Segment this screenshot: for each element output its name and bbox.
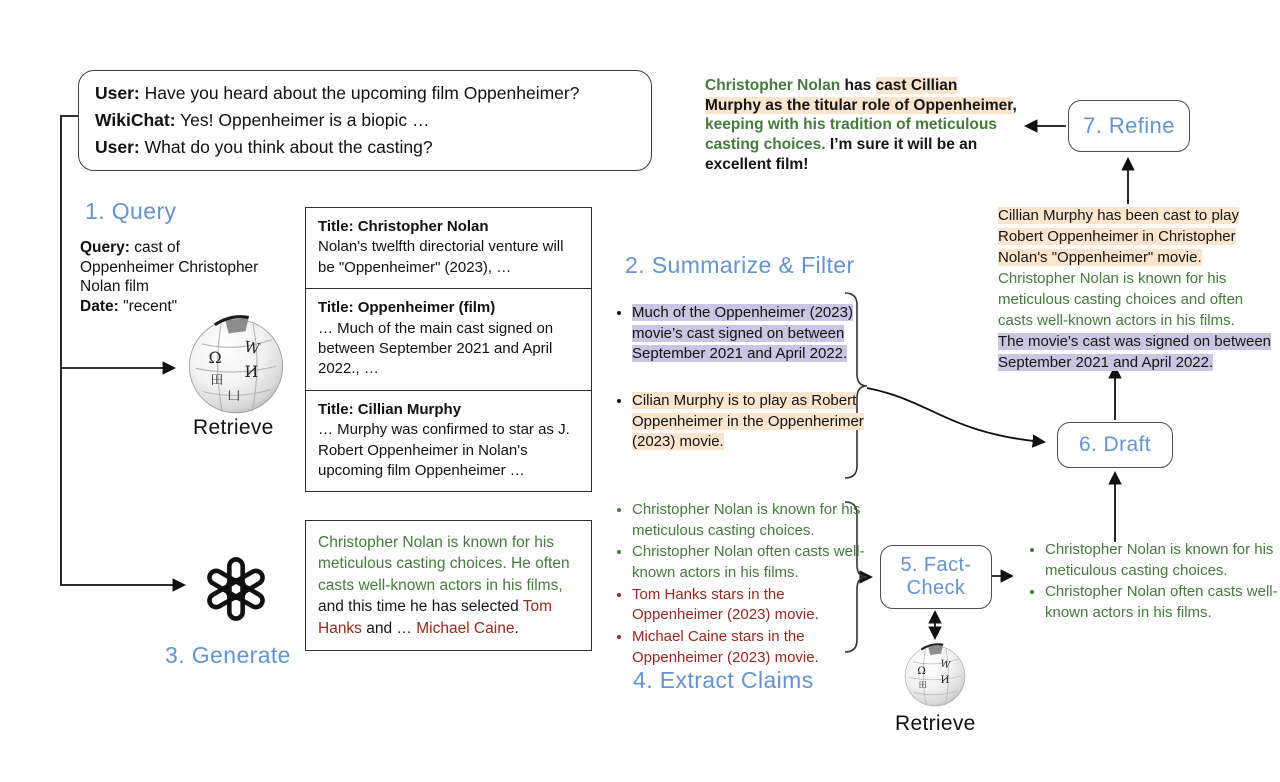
document-body: … Murphy was confirmed to star as J. Robert Oppenheimer in Nolan's upcoming film Oppenheimer … — [318, 421, 570, 479]
verified-claim-item: • Christopher Nolan often casts well-known actors in his films. — [1045, 582, 1280, 623]
document-card — [306, 391, 591, 492]
refined-response: Christopher Nolan has cast Cillian Murphy as the titular role of Oppenheimer, keeping with his tradition of meticulous casting choices. I’m sure it will be an excellent film! — [705, 77, 1017, 173]
stage-label-extract: 4. Extract Claims — [633, 667, 814, 693]
svg-text:И: И — [244, 361, 259, 381]
draft-segment: The movie's cast was signed on between September 2021 and April 2022. — [998, 333, 1272, 371]
query-block — [80, 238, 262, 317]
document-title: Title: Christopher Nolan — [318, 218, 489, 235]
stage-label-generate: 3. Generate — [165, 642, 291, 668]
document-card — [306, 208, 591, 289]
verified-claims — [1021, 540, 1280, 625]
document-title: Title: Cillian Murphy — [318, 400, 462, 418]
svg-text:⽥: ⽥ — [210, 372, 224, 388]
fact-check-line2: Check — [906, 577, 966, 599]
wikipedia-globe-icon — [183, 310, 289, 416]
stage-box-draft: 6. Draft — [1057, 422, 1173, 468]
document-title: Title: Oppenheimer (film) — [318, 299, 496, 317]
extracted-claims — [608, 500, 876, 670]
dialog-box — [78, 70, 652, 171]
document-card — [306, 289, 591, 391]
stage-label-query: 1. Query — [85, 198, 177, 224]
claim-item: • Christopher Nolan often casts well-known actors in his films. — [632, 542, 876, 583]
wikipedia-globe-icon-bottom — [901, 640, 969, 708]
document-list — [305, 207, 592, 492]
fact-check-line1: 5. Fact- — [900, 554, 972, 576]
date-line: Date: "recent" — [80, 298, 178, 316]
draft-text — [998, 205, 1274, 373]
svg-text:W: W — [242, 338, 262, 359]
stage-label-summarize: 2. Summarize & Filter — [625, 252, 855, 278]
query-line: Query: cast of Oppenheimer Christopher Nolan film — [80, 239, 259, 296]
arrow-dialog-to-generate — [61, 116, 184, 585]
stage-box-fact-check — [880, 545, 992, 609]
retrieve-label-top: Retrieve — [193, 416, 274, 439]
generate-box: Christopher Nolan is known for his meticulous casting choices. He often casts well-known actors in his films, and this time he has selected Tom Hanks and … Michael Caine. — [305, 520, 592, 651]
svg-text:⼐: ⼐ — [227, 388, 241, 404]
summary-item: • Much of the Oppenheimer (2023) movie’s cast signed on between September 2021 and April 2022. — [632, 303, 874, 365]
summarized-bullets — [608, 303, 874, 479]
svg-text:Ω: Ω — [917, 666, 926, 677]
verified-claim-item: • Christopher Nolan is known for his meticulous casting choices. — [1045, 540, 1280, 581]
svg-text:⽥: ⽥ — [918, 679, 927, 690]
dialog-line-user-2: User: What do you think about the casting? — [95, 136, 433, 157]
draft-segment: Christopher Nolan is known for his meticulous casting choices and often casts well-known actors in his films. — [998, 270, 1244, 329]
retrieve-label-bottom: Retrieve — [895, 712, 976, 735]
svg-text:W: W — [939, 658, 952, 672]
dialog-line-wikichat: WikiChat: Yes! Oppenheimer is a biopic … — [95, 109, 430, 130]
draft-segment: Cillian Murphy has been cast to play Robert Oppenheimer in Christopher Nolan's "Oppenheimer" movie. — [998, 207, 1239, 266]
claim-item: • Michael Caine stars in the Oppenheimer (2023) movie. — [632, 627, 876, 668]
summary-item: • Cilian Murphy is to play as Robert Oppenheimer in the Oppenherimer (2023) movie. — [632, 391, 874, 453]
stage-box-refine: 7. Refine — [1068, 100, 1190, 152]
svg-text:Ω: Ω — [208, 348, 222, 367]
document-body: … Much of the main cast signed on between September 2021 and April 2022., … — [318, 319, 554, 378]
claim-item: • Christopher Nolan is known for his meticulous casting choices. — [632, 500, 876, 541]
svg-text:И: И — [940, 674, 950, 686]
curve-summary-to-draft — [867, 388, 1044, 442]
dialog-line-user-1: User: Have you heard about the upcoming film Oppenheimer? — [95, 83, 580, 103]
document-body: Nolan's twelfth directorial venture will be "Oppenheimer" (2023), … — [318, 238, 564, 276]
claim-item: • Tom Hanks stars in the Oppenheimer (2023) movie. — [632, 585, 876, 626]
openai-logo-icon — [199, 552, 273, 626]
